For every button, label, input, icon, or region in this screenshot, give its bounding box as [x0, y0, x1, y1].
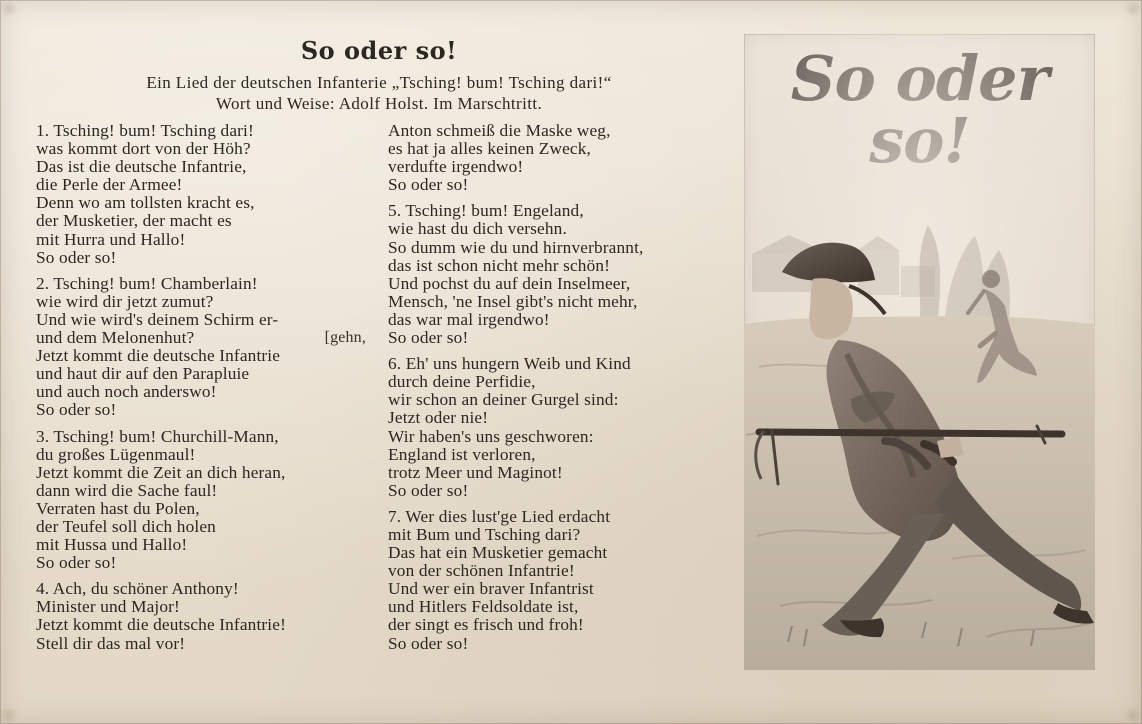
verse-line: So oder so! [36, 247, 117, 267]
verse-line: verdufte irgendwo! [388, 157, 524, 177]
subtitle-line-2: Wort und Weise: Adolf Holst. Im Marschtritt. [215, 94, 543, 113]
verse-line: und haut dir auf den Parapluie [36, 364, 250, 384]
verse-line: Jetzt kommt die deutsche Infantrie! [36, 615, 286, 635]
lyrics-column-left [36, 122, 376, 661]
verse-line: Denn wo am tollsten kracht es, [36, 193, 255, 213]
top-left-wear [0, 0, 18, 18]
verse-line: was kommt dort von der Höh? [36, 139, 251, 159]
soldier-face [809, 278, 853, 339]
subtitle-line-1: Ein Lied der deutschen Infanterie „Tsching! bum! Tsching dari!“ [146, 73, 612, 92]
verse-line: das ist schon nicht mehr schön! [388, 255, 611, 275]
verse-line: Und wie wird's deinem Schirm er- [36, 309, 279, 329]
verse-line: Verraten hast du Polen, [36, 498, 200, 518]
verse-line: wie hast du dich versehn. [388, 219, 567, 239]
song-title: So oder so! [300, 36, 458, 65]
verse-line: Das ist die deutsche Infantrie, [36, 157, 247, 177]
verse-line: und Hitlers Feldsoldate ist, [388, 597, 579, 617]
verse-line: der singt es frisch und froh! [388, 615, 584, 635]
verse-line: 6. Eh' uns hungern Weib und Kind [388, 354, 631, 374]
verse-line: trotz Meer und Maginot! [388, 462, 563, 482]
verse-line: 5. Tsching! bum! Engeland, [388, 201, 584, 221]
verse-line: 3. Tsching! bum! Churchill-Mann, [36, 426, 279, 446]
verse-line: mit Hussa und Hallo! [36, 535, 188, 555]
illustration-panel [744, 34, 1095, 670]
line-note: [gehn, [324, 329, 366, 347]
verse-line: das war mal irgendwo! [388, 309, 550, 329]
verse-line: So oder so! [36, 400, 117, 420]
verse-line: So oder so! [388, 633, 469, 653]
verse-line: durch deine Perfidie, [388, 372, 536, 392]
song-subtitle [24, 72, 734, 114]
verse-line: mit Hurra und Hallo! [36, 229, 186, 249]
verse-line: 1. Tsching! bum! Tsching dari! [36, 121, 254, 140]
verse-line: der Musketier, der macht es [36, 211, 232, 231]
verse-line [36, 329, 376, 347]
verse-line: 4. Ach, du schöner Anthony! [36, 579, 239, 599]
verse-line: die Perle der Armee! [36, 175, 183, 195]
stanza-7 [388, 508, 728, 653]
verse-line: Das hat ein Musketier gemacht [388, 543, 608, 563]
verse-line: So oder so! [36, 553, 117, 573]
soldier-illustration [744, 34, 1095, 670]
bottom-left-wear [0, 706, 18, 724]
stanza-5 [388, 202, 728, 347]
stanza-2 [36, 275, 376, 420]
lyrics-area [24, 30, 734, 690]
stanza-3 [36, 428, 376, 573]
verse-line: So oder so! [388, 480, 469, 500]
verse-line: Minister und Major! [36, 597, 180, 617]
verse-line: Mensch, 'ne Insel gibt's nicht mehr, [388, 291, 638, 311]
stanza-4-continued [388, 122, 728, 194]
verse-line: So oder so! [388, 328, 469, 348]
verse-line: Stell dir das mal vor! [36, 633, 186, 653]
verse-line: Jetzt kommt die Zeit an dich heran, [36, 462, 286, 482]
verse-line: wir schon an deiner Gurgel sind: [388, 390, 619, 410]
verse-line: du großes Lügenmaul! [36, 444, 196, 464]
verse-line: Und wer ein braver Infantrist [388, 579, 594, 599]
verse-line: England ist verloren, [388, 444, 536, 464]
verse-line-text: und dem Melonenhut? [36, 328, 195, 348]
verse-line: Jetzt oder nie! [388, 408, 489, 428]
verse-line: von der schönen Infantrie! [388, 561, 575, 581]
verse-line: dann wird die Sache faul! [36, 480, 218, 500]
verse-line: 2. Tsching! bum! Chamberlain! [36, 273, 258, 293]
verse-line: der Teufel soll dich holen [36, 516, 216, 536]
verse-line: wie wird dir jetzt zumut? [36, 291, 214, 311]
verse-line: und auch noch anderswo! [36, 382, 217, 402]
stanza-6 [388, 355, 728, 500]
rifle [759, 432, 1062, 434]
verse-line: es hat ja alles keinen Zweck, [388, 139, 591, 159]
verse-line: 7. Wer dies lust'ge Lied erdacht [388, 506, 611, 526]
bottom-right-wear [1124, 706, 1142, 724]
verse-line: Wir haben's uns geschworen: [388, 426, 594, 446]
verse-line: Anton schmeiß die Maske weg, [388, 121, 611, 140]
verse-line: mit Bum und Tsching dari? [388, 524, 581, 544]
verse-line: Jetzt kommt die deutsche Infantrie [36, 346, 281, 366]
verse-line: So dumm wie du und hirnverbrannt, [388, 237, 644, 257]
verse-line: Und pochst du auf dein Inselmeer, [388, 273, 631, 293]
top-right-wear [1124, 0, 1142, 18]
verse-line: So oder so! [388, 175, 469, 195]
stanza-4 [36, 580, 376, 652]
lyrics-column-right [388, 122, 728, 661]
stanza-1 [36, 122, 376, 267]
